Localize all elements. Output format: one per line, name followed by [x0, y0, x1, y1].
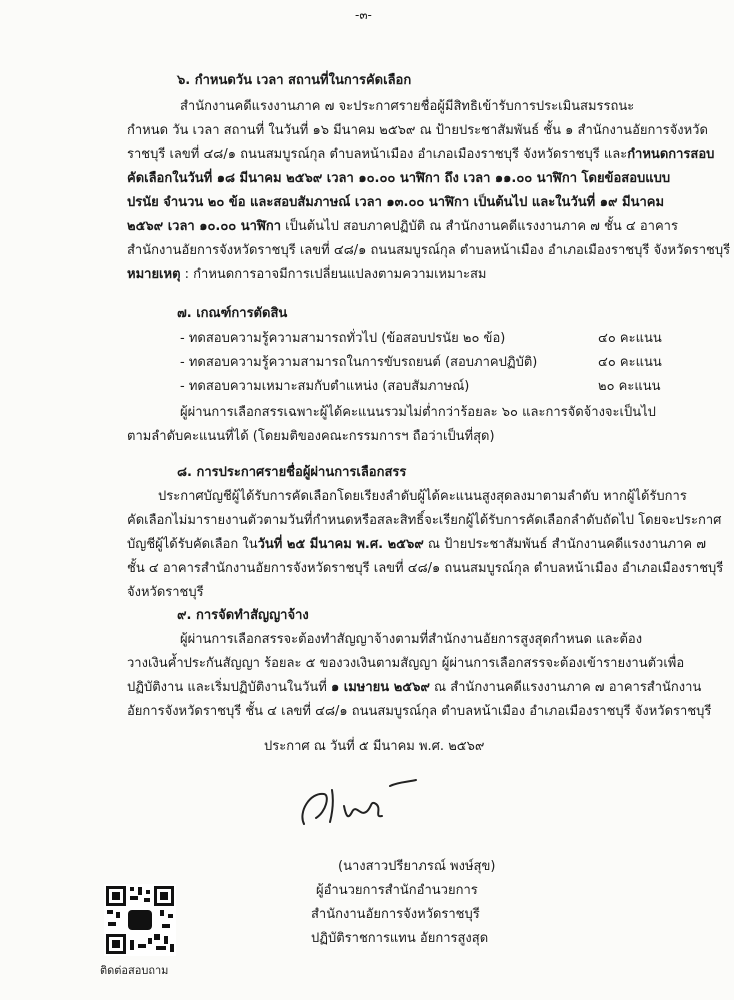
s6-line-2: กำหนด วัน เวลา สถานที่ ในวันที่ ๑๖ มีนาคม ๒๕๖๙ ณ ป้ายประชาสัมพันธ์ ชั้น ๑ สำนักงานอัยการจังหวัด	[127, 123, 708, 138]
section-8-heading: ๘. การประกาศรายชื่อผู้ผ่านการเลือกสรร	[177, 465, 407, 480]
criterion-1-score: ๔๐ คะแนน	[598, 331, 662, 346]
signer-title-2: สำนักงานอัยการจังหวัดราชบุรี	[311, 907, 480, 922]
s6-line-4: คัดเลือกในวันที่ ๑๘ มีนาคม ๒๕๖๙ เวลา ๑๐.๐๐ นาฬิกา ถึง เวลา ๑๑.๐๐ นาฬิกา โดยข้อสอบแบบ	[127, 171, 671, 186]
announcement-date: ประกาศ ณ วันที่ ๕ มีนาคม พ.ศ. ๒๕๖๙	[264, 739, 485, 754]
s6-line-5: ปรนัย จำนวน ๒๐ ข้อ และสอบสัมภาษณ์ เวลา ๑๓.๐๐ นาฬิกา เป็นต้นไป และในวันที่ ๑๙ มีนาคม	[127, 195, 665, 210]
s8-line-2: คัดเลือกไม่มารายงานตัวตามวันที่กำหนดหรือสละสิทธิ์จะเรียกผู้ได้รับการคัดเลือกลำดับถัดไป โดยจะประกาศ	[127, 513, 722, 528]
qr-line-label: LINE	[128, 930, 149, 939]
s8-line-1: ประกาศบัญชีผู้ได้รับการคัดเลือกโดยเรียงลำดับผู้ได้คะแนนสูงสุดลงมาตามลำดับ หากผู้ได้รับการ	[158, 489, 687, 504]
section-9-heading: ๙. การจัดทำสัญญาจ้าง	[177, 608, 309, 623]
s9-line-1: ผู้ผ่านการเลือกสรรจะต้องทำสัญญาจ้างตามที่สำนักงานอัยการสูงสุดกำหนด และต้อง	[180, 632, 643, 647]
s6-note: หมายเหตุ : กำหนดการอาจมีการเปลี่ยนแปลงตามความเหมาะสม	[127, 267, 487, 282]
qr-caption: ติดต่อสอบถาม	[100, 964, 169, 977]
section-7-heading: ๗. เกณฑ์การตัดสิน	[177, 306, 288, 321]
s8-line-5: จังหวัดราชบุรี	[127, 585, 204, 600]
s7-line-2: ตามลำดับคะแนนที่ได้ (โดยมติของคณะกรรมการฯ ถือว่าเป็นที่สุด)	[127, 429, 495, 444]
s9-line-4: อัยการจังหวัดราชบุรี ชั้น ๔ เลขที่ ๔๘/๑ ถนนสมบูรณ์กุล ตำบลหน้าเมือง อำเภอเมืองราชบุรี จังหวัดราชบุรี	[127, 704, 712, 719]
s6-line-6: ๒๕๖๙ เวลา ๑๐.๐๐ นาฬิกา เป็นต้นไป สอบภาคปฏิบัติ ณ สำนักงานคดีแรงงานภาค ๗ ชั้น ๔ อาคาร	[127, 219, 678, 234]
s9-line-2: วางเงินค้ำประกันสัญญา ร้อยละ ๕ ของวงเงินตามสัญญา ผู้ผ่านการเลือกสรรจะต้องเข้ารายงานตัวเพื่อ	[127, 656, 685, 671]
signer-title-3: ปฏิบัติราชการแทน อัยการสูงสุด	[311, 931, 489, 946]
s8-line-3: บัญชีผู้ได้รับคัดเลือก ในวันที่ ๒๕ มีนาคม พ.ศ. ๒๕๖๙ ณ ป้ายประชาสัมพันธ์ สำนักงานคดีแรงงานภาค ๗	[127, 537, 706, 552]
signer-name: (นางสาวปรียาภรณ์ พงษ์สุข)	[338, 859, 496, 874]
s9-line-3: ปฏิบัติงาน และเริ่มปฏิบัติงานในวันที่ ๑ เมษายน ๒๕๖๙ ณ สำนักงานคดีแรงงานภาค ๗ อาคารสำนักงาน	[127, 680, 702, 695]
s6-line-7: สำนักงานอัยการจังหวัดราชบุรี เลขที่ ๔๘/๑ ถนนสมบูรณ์กุล ตำบลหน้าเมือง อำเภอเมืองราชบุรี จังหวัดราชบุรี	[127, 243, 731, 258]
criterion-3-label: - ทดสอบความเหมาะสมกับตำแหน่ง (สอบสัมภาษณ์)	[180, 379, 470, 394]
criterion-2-score: ๔๐ คะแนน	[598, 355, 662, 370]
criterion-1-label: - ทดสอบความรู้ความสามารถทั่วไป (ข้อสอบปรนัย ๒๐ ข้อ)	[180, 331, 506, 346]
line-qr-code[interactable]	[104, 884, 176, 956]
criterion-2-label: - ทดสอบความรู้ความสามารถในการขับรถยนต์ (สอบภาคปฏิบัติ)	[180, 355, 538, 370]
s6-line-3: ราชบุรี เลขที่ ๔๘/๑ ถนนสมบูรณ์กุล ตำบลหน้าเมือง อำเภอเมืองราชบุรี จังหวัดราชบุรี และกำหนดการสอบ	[127, 147, 715, 162]
signer-title-1: ผู้อำนวยการสำนักอำนวยการ	[316, 883, 478, 898]
criterion-3-score: ๒๐ คะแนน	[598, 379, 661, 394]
s6-line-1: สำนักงานคดีแรงงานภาค ๗ จะประกาศรายชื่อผู้มีสิทธิเข้ารับการประเมินสมรรถนะ	[180, 99, 635, 114]
page-number: -๓-	[355, 8, 372, 22]
signature	[286, 772, 436, 842]
s8-line-4: ชั้น ๔ อาคารสำนักงานอัยการจังหวัดราชบุรี เลขที่ ๔๘/๑ ถนนสมบูรณ์กุล ตำบลหน้าเมือง อำเภอเมืองราชบุรี	[127, 561, 724, 576]
s7-line-1: ผู้ผ่านการเลือกสรรเฉพาะผู้ได้คะแนนรวมไม่ต่ำกว่าร้อยละ ๖๐ และการจัดจ้างจะเป็นไป	[180, 405, 656, 420]
section-6-heading: ๖. กำหนดวัน เวลา สถานที่ในการคัดเลือก	[177, 73, 412, 88]
